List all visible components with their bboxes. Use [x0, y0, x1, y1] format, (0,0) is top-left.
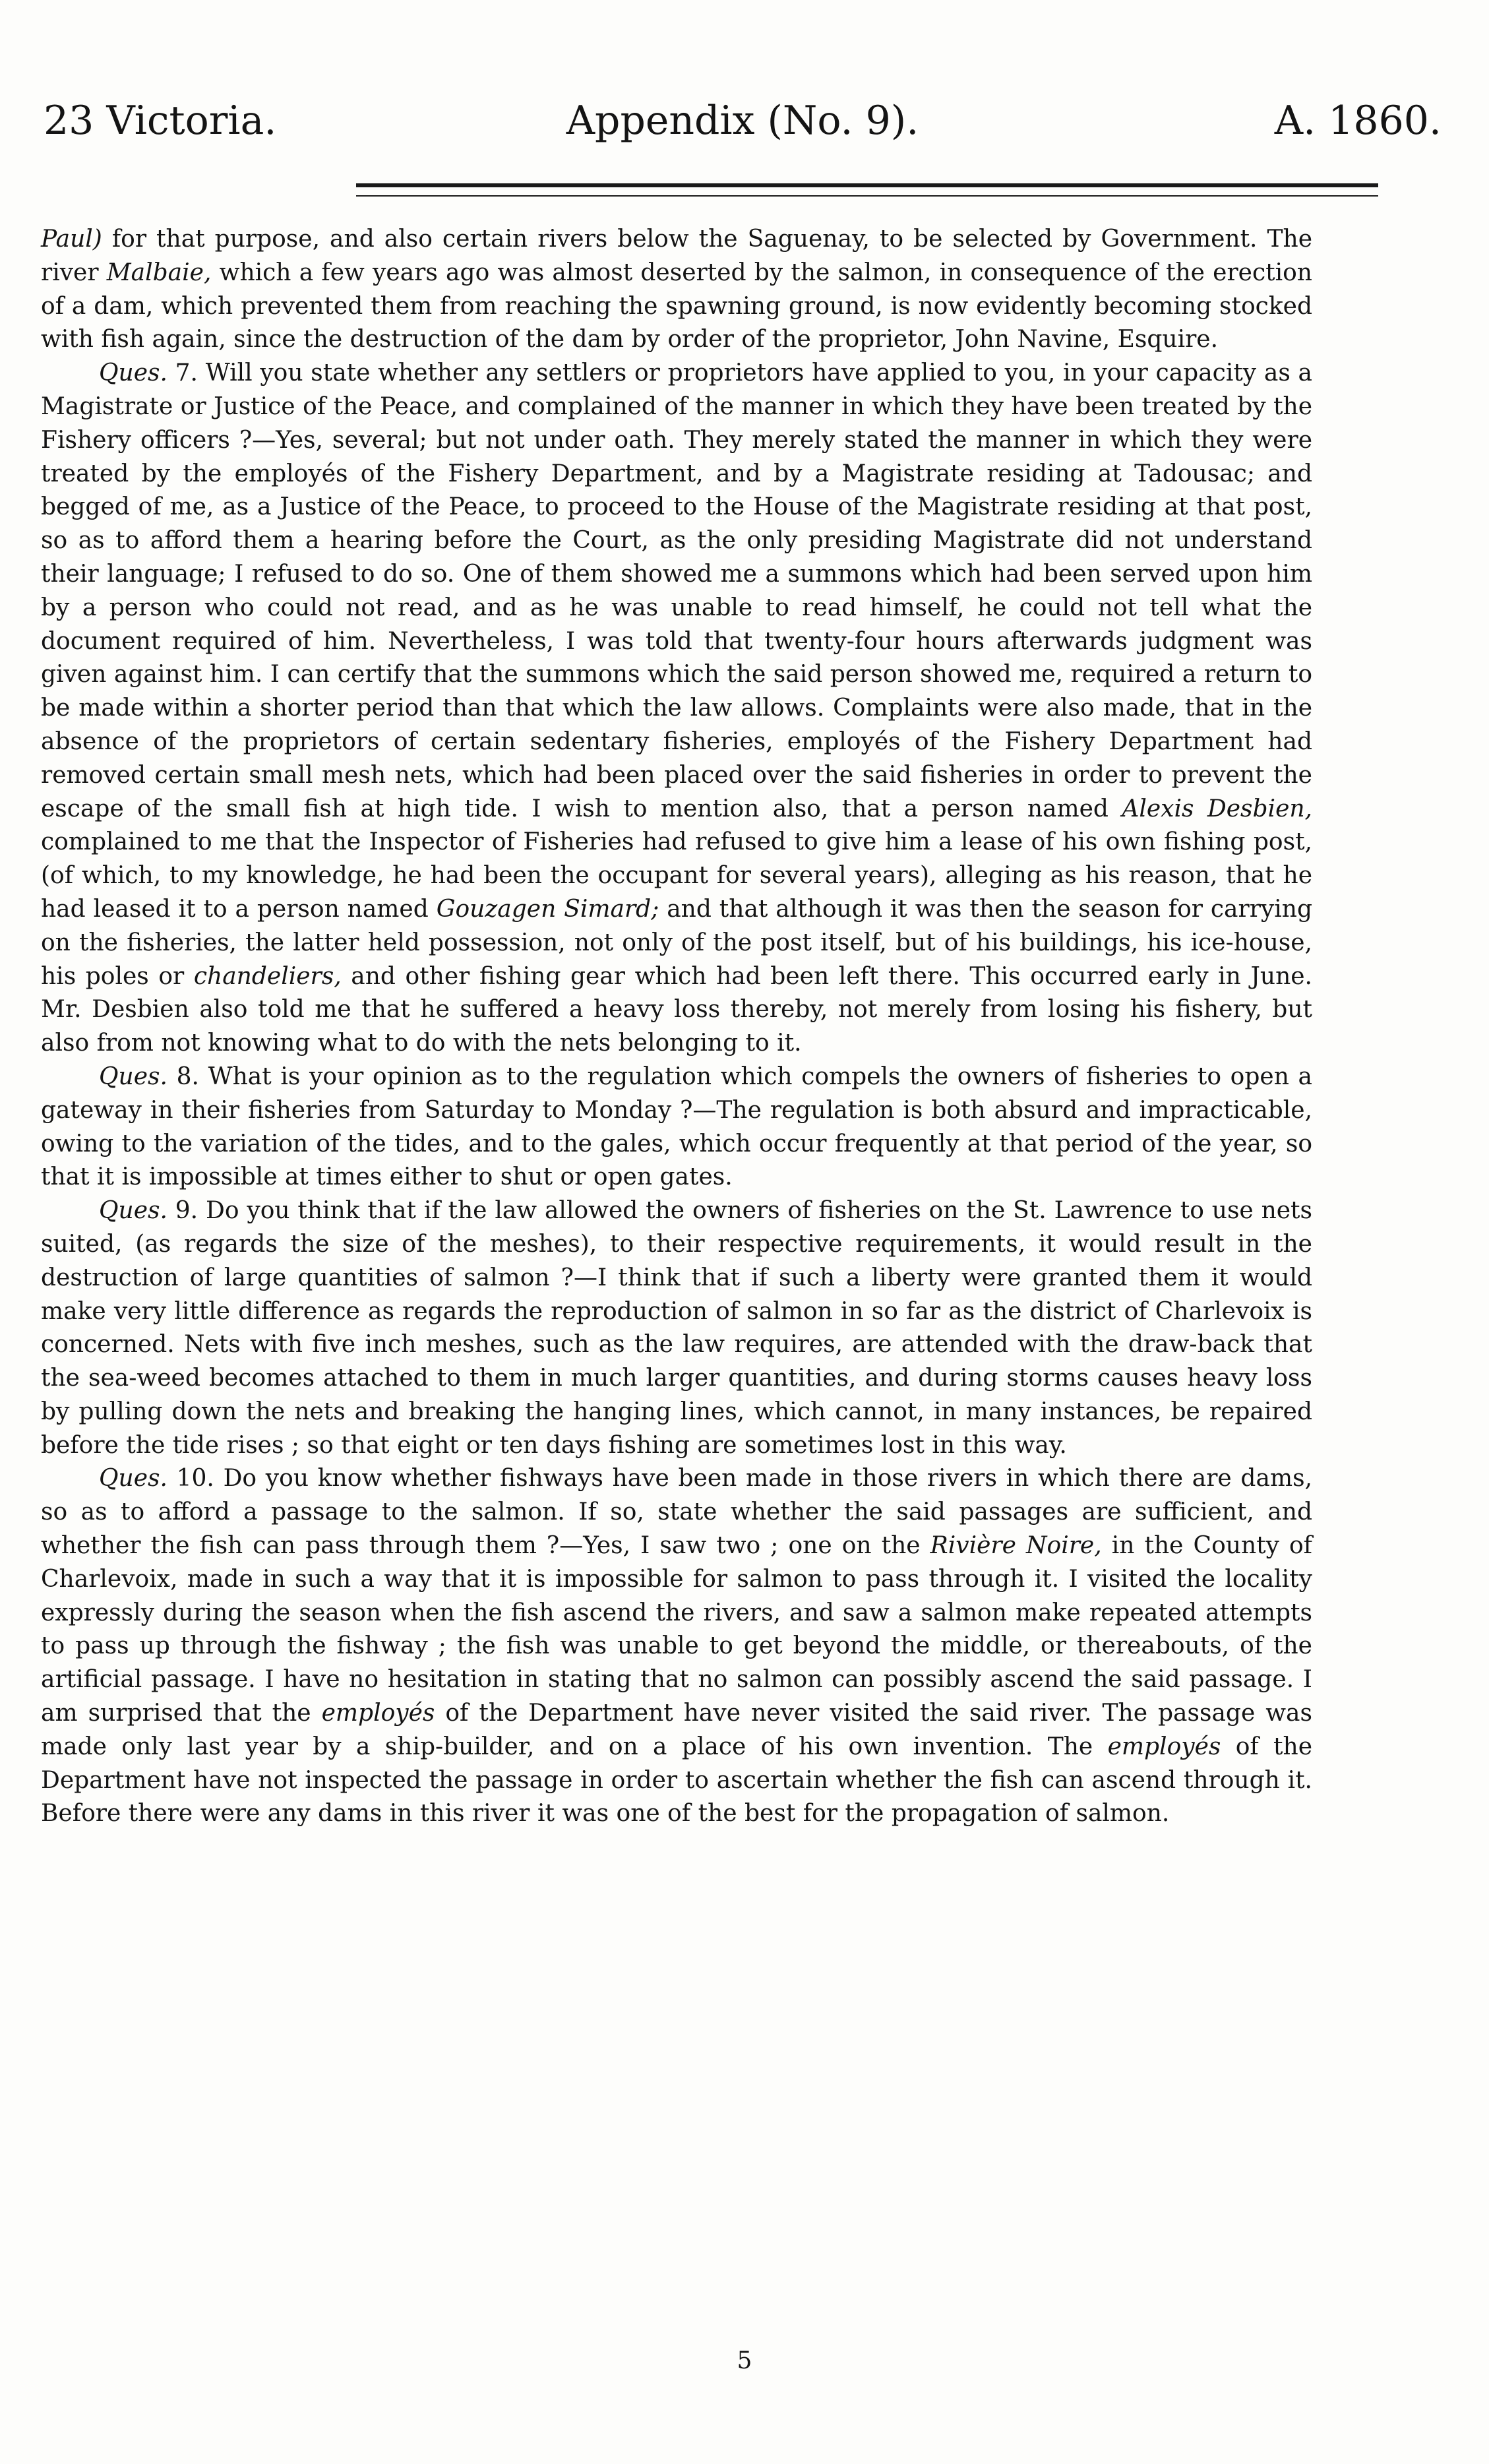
header-session: 23 Victoria.: [44, 98, 277, 144]
italic-text: employés: [1107, 1733, 1221, 1760]
text-run: 7. Will you state whether any settlers or proprietors have applied to you, in your capacity as a Magistrate or Justice of the Peace, and complained of the manner in which they have been treated by the Fishery officers ?—Yes, several; but not under oath. They merely stated the manner in which they were treated by the employés of the Fishery Department, and by a Magistrate residing at Tadousac; and begged of me, as a Justice of the Peace, to proceed to the House of the Magistrate residing at that post, so as to afford them a hearing before the Court, as the only presiding Magistrate did not understand their language; I refused to do so. One of them showed me a summons which had been served upon him by a person who could not read, and as he was unable to read himself, he could not tell what the document required of him. Nevertheless, I was told that twenty-four hours afterwards judgment was given against him. I can certify that the summons which the said person showed me, required a return to be made within a shorter period than that which the law allows. Complaints were also made, that in the absence of the proprietors of certain sedentary fisheries, employés of the Fishery Department had removed certain small mesh nets, which had been placed over the said fisheries in order to prevent the escape of the small fish at high tide. I wish to mention also, that a person named: [41, 359, 1312, 822]
italic-text: Gouzagen Simard;: [436, 895, 659, 923]
page-number: 5: [737, 2347, 752, 2374]
text-run: which a few years ago was almost deserted by the salmon, in consequence of the erection of a dam, which prevented them from reaching the spawning ground, is now evidently becoming stocked with fish again, since the destruction of the dam by order of the proprietor, John Navine, Esquire.: [41, 259, 1312, 354]
question-9: [41, 1194, 1312, 1462]
question-label: Ques.: [99, 1197, 167, 1225]
text-run: and that although it was then the season for carrying on the fisheries, the latter held possession, not only of the post itself, but of his buildings, his ice-house, his poles or: [41, 895, 1313, 990]
text-run: and other fishing gear which had been left there. This occurred early in June. Mr. Desbien also told me that he suffered a heavy loss thereby, not merely from losing his fishery, but also from not knowing what to do with the nets belonging to it.: [41, 962, 1312, 1057]
italic-text: Alexis Desbien,: [1122, 795, 1313, 822]
text-run: in the County of Charlevoix, made in such a way that it is impossible for salmon to pass through it. I visited the locality expressly during the season when the fish ascend the rivers, and saw a salmon make repeated attempts to pass up through the fishway ; the fish was unable to get beyond the middle, or thereabouts, of the artificial passage. I have no hesitation in stating that no salmon can possibly ascend the said passage. I am surprised that the: [41, 1532, 1312, 1727]
italic-text: Paul): [41, 226, 102, 253]
question-label: Ques.: [99, 1465, 167, 1493]
text-run: 10. Do you know whether fishways have been made in those rivers in which there are dams, so as to afford a passage to the salmon. If so, state whether the said passages are sufficient, and whether the fish can pass through them ?—Yes, I saw two ; one on the: [41, 1465, 1312, 1560]
italic-text: chandeliers,: [193, 962, 342, 990]
italic-text: Rivière Noire,: [930, 1532, 1102, 1560]
header-rule-thick: [356, 183, 1378, 187]
text-run: of the Department have not inspected the passage in order to ascertain whether the fish can ascend through it. Before there were any dams in this river it was one of the best for the propagation of salmon.: [41, 1733, 1312, 1828]
text-run: 8. What is your opinion as to the regulation which compels the owners of fisheries to open a gateway in their fisheries from Saturday to Monday ?—The regulation is both absurd and impracticable, owing to the variation of the tides, and to the gales, which occur frequently at that period of the year, so that it is impossible at times either to shut or open gates.: [41, 1063, 1312, 1191]
paragraph-continued: [41, 223, 1312, 357]
question-label: Ques.: [99, 359, 167, 387]
question-7: [41, 357, 1312, 1061]
italic-text: employés: [321, 1700, 435, 1727]
question-10: [41, 1462, 1312, 1831]
italic-text: Malbaie,: [106, 259, 212, 286]
text-run: 9. Do you think that if the law allowed the owners of fisheries on the St. Lawrence to use nets suited, (as regards the size of the meshes), to their respective requirements, it would result in the destruction of large quantities of salmon ?—I think that if such a liberty were granted them it would make very little difference as regards the reproduction of salmon in so far as the district of Charlevoix is concerned. Nets with five inch meshes, such as the law requires, are attended with the draw-back that the sea-weed becomes attached to them in much larger quantities, and during storms causes heavy loss by pulling down the nets and breaking the hanging lines, which cannot, in many instances, be repaired before the tide rises ; so that eight or ten days fishing are sometimes lost in this way.: [41, 1197, 1312, 1459]
text-run: of the Department have never visited the said river. The passage was made only last year by a ship-builder, and on a place of his own invention. The: [41, 1700, 1312, 1760]
header-year: A. 1860.: [1274, 98, 1442, 144]
text-run: for that purpose, and also certain rivers below the Saguenay, to be selected by Government. The river: [41, 226, 1312, 286]
question-label: Ques.: [99, 1063, 167, 1090]
text-run: complained to me that the Inspector of Fisheries had refused to give him a lease of his own fishing post, (of which, to my knowledge, he had been the occupant for several years), alleging as his reason, that he had leased it to a person named: [41, 828, 1312, 923]
running-head: [44, 91, 1442, 150]
header-title: Appendix (No. 9).: [566, 98, 919, 144]
header-rule-thin: [356, 195, 1378, 197]
body-text: [41, 223, 1312, 1831]
question-8: [41, 1061, 1312, 1194]
